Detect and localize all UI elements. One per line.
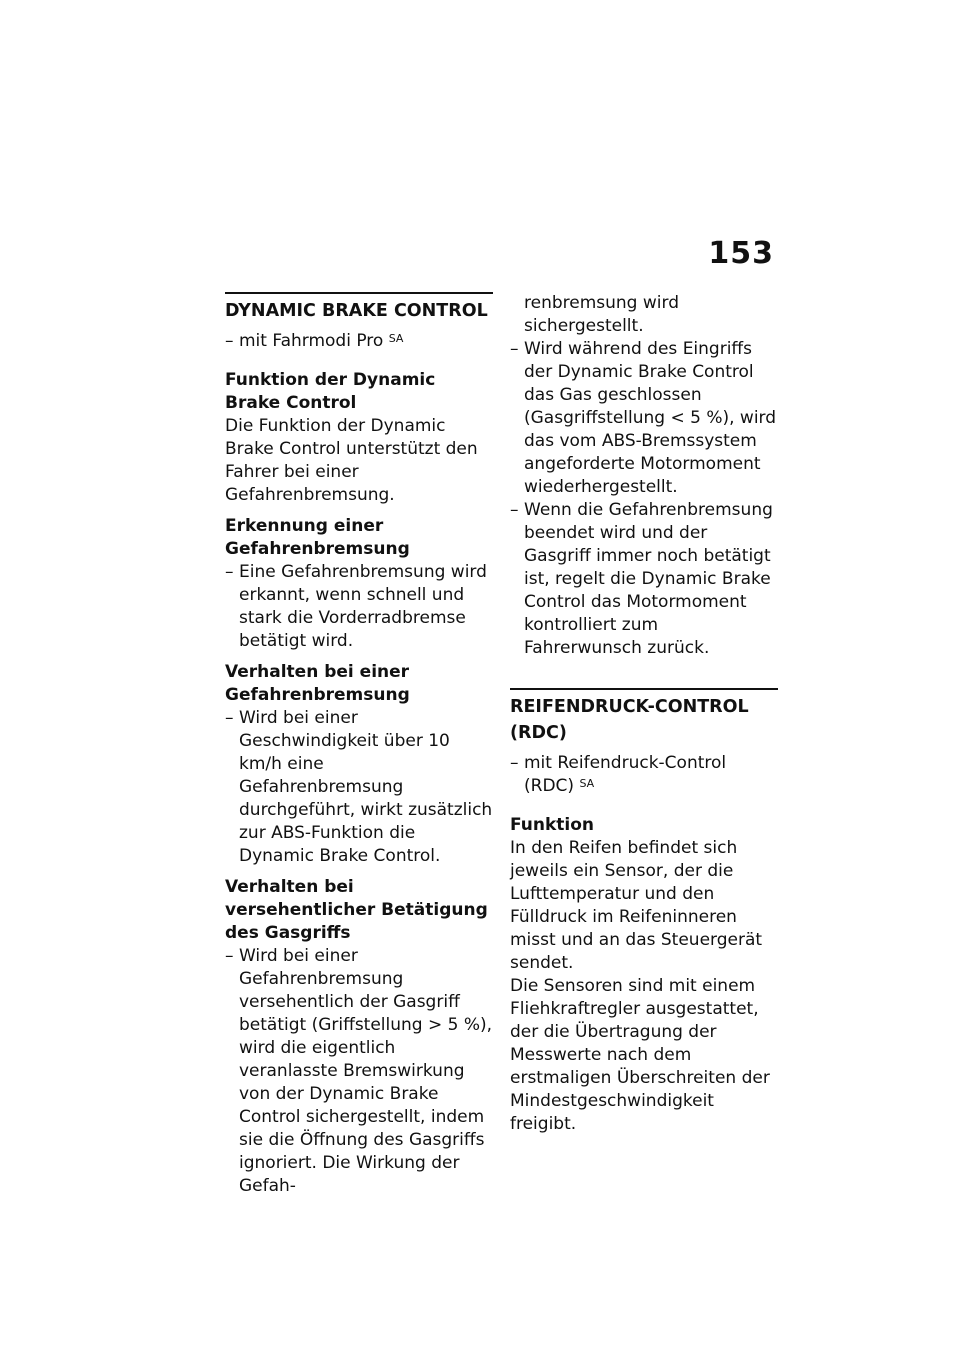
section-rule: [225, 292, 493, 294]
sa-marker: SA: [579, 777, 595, 790]
paragraph: In den Reifen befindet sich jeweils ein Sensor, der die Lufttemperatur und den Fülldruck im Reifeninneren misst und an das Steuergerät sendet.: [510, 838, 763, 973]
left-column: [225, 292, 493, 1198]
list-item: – Eine Gefahrenbremsung wird erkannt, wenn schnell und stark die Vorderradbremse betätigt wird.: [225, 562, 487, 651]
paragraph: Die Funktion der Dynamic Brake Control unterstützt den Fahrer bei einer Gefahrenbremsung.: [225, 416, 478, 505]
list-item: – Wird bei einer Geschwindigkeit über 10 km/h eine Gefahrenbremsung durchgeführt, wirkt zusätzlich zur ABS-Funktion die Dynamic Brake Control.: [225, 708, 493, 866]
paragraph: Die Sensoren sind mit einem Fliehkraftregler ausgestattet, der die Übertragung der Messwerte nach dem erstmaligen Überschreiten der Mindestgeschwindigkeit freigibt.: [510, 976, 770, 1134]
subheading-versehentlich: Verhalten bei versehentlicher Betätigung des Gasgriffs: [225, 877, 488, 943]
subheading-verhalten: Verhalten bei einer Gefahrenbremsung: [225, 662, 410, 705]
list-item: – Wird bei einer Gefahrenbremsung versehentlich der Gasgriff betätigt (Griffstellung > 5 %), wird die eigentlich veranlasste Bremswirkung von der Dynamic Brake Control sichergestellt, indem sie die Öffnung des Gasgriffs ignoriert. Die Wirkung der Gefah-: [225, 946, 493, 1196]
option-item: – mit Fahrmodi Pro $^{SA}$: [225, 331, 404, 351]
page-number: 153: [708, 236, 774, 271]
subheading-funktion-rdc: Funktion: [510, 815, 595, 835]
right-column: [510, 292, 778, 1136]
option-label: mit Fahrmodi Pro: [239, 331, 384, 351]
section-rule: [510, 688, 778, 690]
section-heading-dynamic-brake-control: DYNAMIC BRAKE CONTROL: [225, 301, 488, 321]
subheading-funktion: Funktion der Dynamic Brake Control: [225, 370, 436, 413]
list-item: – Wird während des Eingriffs der Dynamic Brake Control das Gas geschlossen (Gasgriffstellung < 5 %), wird das vom ABS-Bremssystem angeforderte Motormoment wiederhergestellt.: [510, 339, 777, 497]
section-heading-rdc: REIFENDRUCK-CONTROL (RDC): [510, 697, 749, 743]
subheading-erkennung: Erkennung einer Gefahrenbremsung: [225, 516, 410, 559]
list-item: – Wenn die Gefahrenbremsung beendet wird und der Gasgriff immer noch betätigt ist, regelt die Dynamic Brake Control das Motormoment kontrolliert zum Fahrerwunsch zurück.: [510, 500, 773, 658]
sa-marker: SA: [388, 332, 404, 345]
option-item: – mit Reifendruck-Control (RDC) $^{SA}$: [510, 753, 727, 796]
list-item-continued: renbremsung wird sichergestellt.: [524, 293, 679, 336]
option-label: mit Reifendruck-Control (RDC): [524, 753, 727, 796]
